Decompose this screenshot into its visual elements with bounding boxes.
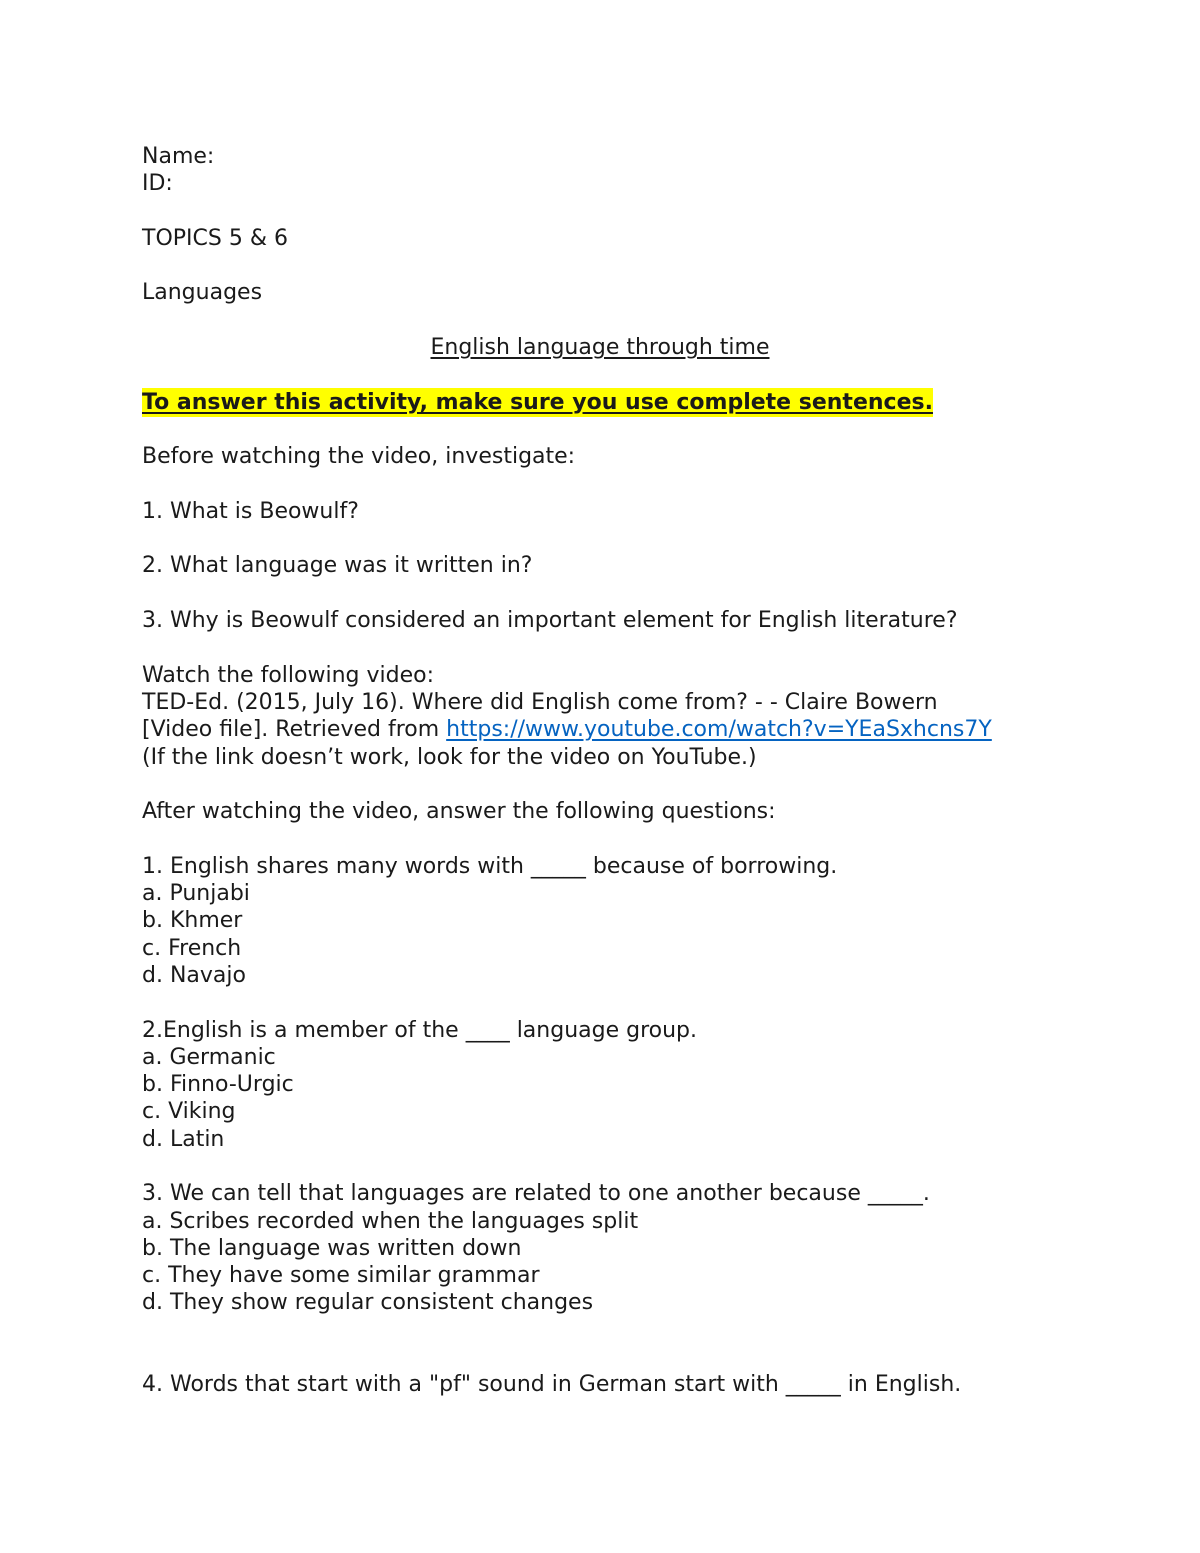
answer-option: a. Germanic [142,1044,276,1070]
video-citation-retrieved [142,716,1062,743]
video-intro: Watch the following video: [142,662,434,688]
answer-option: a. Punjabi [142,881,250,907]
before-question: 1. What is Beowulf? [142,498,359,524]
answer-option: d. Navajo [142,962,246,988]
video-link[interactable]: https://www.youtube.com/watch?v=YEaSxhcns7Y [446,717,992,743]
answer-option: b. Finno-Urgic [142,1072,294,1098]
answer-option: d. Latin [142,1126,225,1152]
answer-option: b. Khmer [142,908,243,934]
answer-option: a. Scribes recorded when the languages split [142,1208,639,1234]
question-prompt: 1. English shares many words with _____ because of borrowing. [142,853,838,879]
answer-option: c. French [142,935,242,961]
video-citation: TED-Ed. (2015, July 16). Where did English come from? - - Claire Bowern [142,689,938,715]
before-intro: Before watching the video, investigate: [142,444,576,470]
subject-heading: Languages [142,280,263,306]
after-intro: After watching the video, answer the following questions: [142,799,776,825]
before-question: 2. What language was it written in? [142,553,533,579]
document-page [142,143,1062,1399]
instruction-highlight: To answer this activity, make sure you use complete sentences. [142,389,933,415]
topics-heading: TOPICS 5 & 6 [142,225,288,251]
video-note: (If the link doesn’t work, look for the video on YouTube.) [142,744,757,770]
name-label: Name: [142,144,215,169]
question-prompt: 3. We can tell that languages are related to one another because _____. [142,1181,930,1207]
id-label: ID: [142,171,173,197]
answer-option: b. The language was written down [142,1235,522,1261]
answer-option: d. They show regular consistent changes [142,1290,594,1316]
retrieved-from-text: [Video file]. Retrieved from [142,717,447,743]
document-title: English language through time [430,335,770,361]
before-question: 3. Why is Beowulf considered an important element for English literature? [142,608,958,634]
answer-option: c. Viking [142,1099,236,1125]
question-prompt: 4. Words that start with a "pf" sound in German start with _____ in English. [142,1372,962,1398]
answer-option: c. They have some similar grammar [142,1263,540,1289]
question-prompt: 2.English is a member of the ____ language group. [142,1017,697,1043]
